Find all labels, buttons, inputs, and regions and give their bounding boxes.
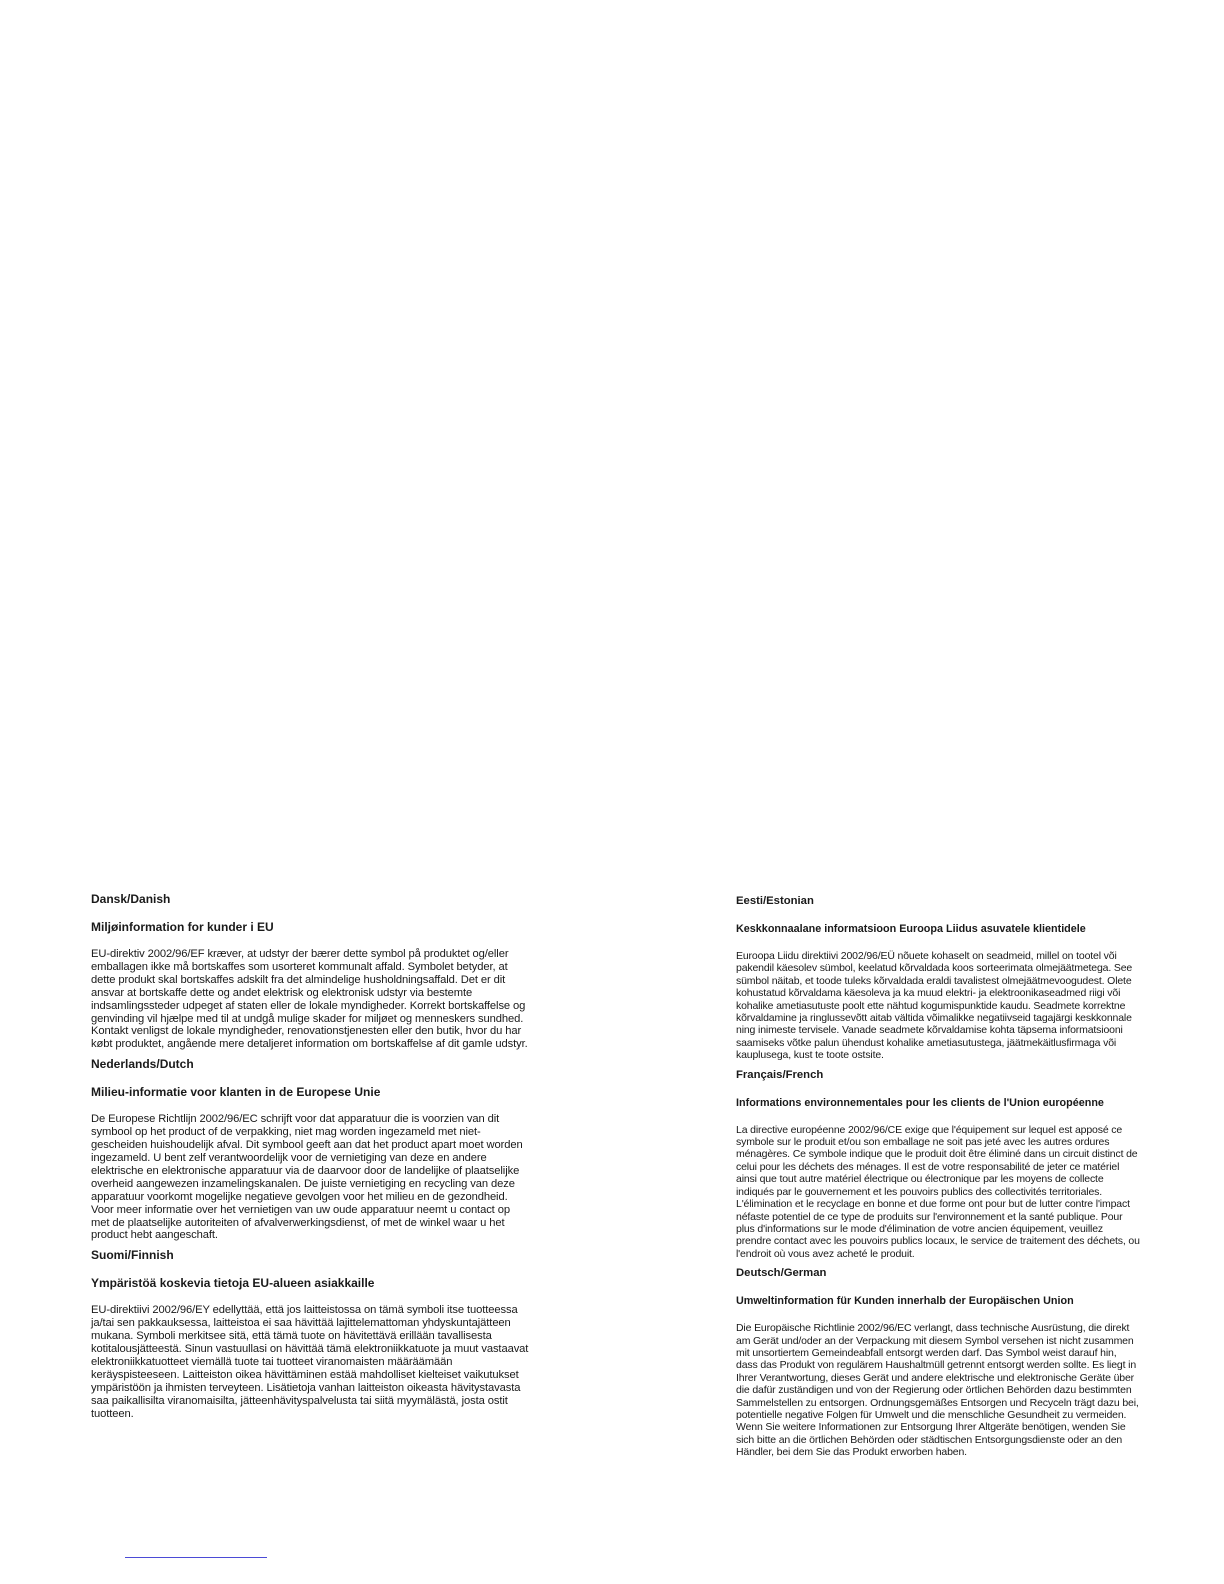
language-heading: Nederlands/Dutch — [91, 1057, 194, 1072]
section-dutch — [91, 1057, 531, 1242]
section-german — [736, 1266, 1140, 1458]
section-text: Die Europäische Richtlinie 2002/96/EC verlangt, dass technische Ausrüstung, die direkt am Gerät und/oder an der Verpackung mit diesem Symbol versehen ist nicht zusammen mit unsortiertem Gemeindeabfall entsorgt werden darf. Das Symbol weist darauf hin, dass das Produkt von regulärem Haushaltmüll getrennt entsorgt werden sollte. Es liegt in Ihrer Verantwortung, dieses Gerät und andere elektrische und elektronische Geräte über die dafür zuständigen und von der Regierung oder örtlichen Behörden dazu bestimmten Sammelstellen zu entsorgen. Ordnungsgemäßes Entsorgen und Recyceln trägt dazu bei, potentielle negative Folgen für Umwelt und die menschliche Gesundheit zu vermeiden. Wenn Sie weitere Informationen zur Entsorgung Ihrer Altgeräte benötigen, wenden Sie sich bitte an die örtlichen Behörden oder städtischen Entsorgungsdienste oder an den Händler, bei dem Sie das Produkt erworben haben. — [736, 1322, 1139, 1459]
language-heading: Eesti/Estonian — [736, 895, 814, 907]
section-danish — [91, 892, 531, 1051]
right-column — [736, 894, 1140, 1465]
section-title: Informations environnementales pour les clients de l'Union européenne — [736, 1096, 1104, 1109]
section-text: EU-direktiv 2002/96/EF kræver, at udstyr der bærer dette symbol på produktet og/eller emballagen ikke må bortskaffes som usorteret kommunalt affald. Symbolet betyder, at dette produkt skal bortskaffes adskilt fra det almindelige husholdningsaffald. Det er dit ansvar at bortskaffe dette og andet elektrisk og elektronisk udstyr via bestemte indsamlingssteder udpeget af staten eller de lokale myndigheder. Korrekt bortskaffelse og genvinding vil hjælpe med til at undgå mulige skader for miljøet og menneskers sundhed. Kontakt venligst de lokale myndigheder, renovationstjenesten eller den butik, hvor du har købt produktet, angående mere detaljeret information om bortskaffelse af dit gamle udstyr. — [91, 948, 528, 1051]
section-text: Euroopa Liidu direktiivi 2002/96/EÜ nõuete kohaselt on seadmeid, millel on tootel või pakendil käesolev sümbol, keelatud kõrvaldada koos sorteerimata olmejäätmetega. See sümbol näitab, et toode tuleks kõrvaldada eraldi tavalistest olmejäätmevoogudest. Olete kohustatud kõrvaldama käesoleva ja ka muud elektri- ja elektroonikaseadmed riigi või kohalike ametiasutuste poolt ette nähtud kogumispunktide kaudu. Seadmete korrektne kõrvaldamine ja ringlussevõtt aitab vältida võimalikke negatiivseid tagajärgi keskkonnale ning inimeste tervisele. Vanade seadmete kõrvaldamise kohta täpsema informatsiooni saamiseks võtke palun ühendust kohalike ametiasutustega, jäätmekäitlusfirmaga või kauplusega, kust te toote ostsite. — [736, 950, 1133, 1062]
section-estonian — [736, 894, 1140, 1062]
section-title: Miljøinformation for kunder i EU — [91, 920, 274, 934]
language-heading: Dansk/Danish — [91, 892, 171, 906]
section-text: De Europese Richtlijn 2002/96/EC schrijft voor dat apparatuur die is voorzien van dit symbool op het product of de verpakking, niet mag worden ingezameld met niet-gescheiden huishoudelijk afval. Dit symbool geeft aan dat het product apart moet worden ingezameld. U bent zelf verantwoordelijk voor de vernietiging van deze en andere elektrische en elektronische apparatuur via de daarvoor door de landelijke of plaatselijke overheid aangewezen inzamelingskanalen. De juiste vernietiging en recycling van deze apparatuur voorkomt mogelijke negatieve gevolgen voor het milieu en de gezondheid. Voor meer informatie over het vernietigen van uw oude apparatuur neemt u contact op met de plaatselijke autoriteiten of afvalverwerkingsdienst, of met de winkel waar u het product hebt aangeschaft. — [91, 1113, 523, 1242]
section-french — [736, 1068, 1140, 1260]
section-finnish — [91, 1248, 531, 1420]
language-heading: Suomi/Finnish — [91, 1248, 174, 1263]
left-column — [91, 892, 531, 1426]
language-heading: Français/French — [736, 1068, 824, 1081]
footnote-rule — [125, 1557, 267, 1558]
section-title: Umweltinformation für Kunden innerhalb der Europäischen Union — [736, 1295, 1074, 1308]
language-heading: Deutsch/German — [736, 1267, 827, 1280]
section-title: Ympäristöä koskevia tietoja EU-alueen asiakkaille — [91, 1276, 375, 1291]
section-title: Keskkonnaalane informatsioon Euroopa Liidus asuvatele klientidele — [736, 923, 1086, 935]
section-text: La directive européenne 2002/96/CE exige que l'équipement sur lequel est apposé ce symbole sur le produit et/ou son emballage ne soit pas jeté avec les autres ordures ménagères. Ce symbole indique que le produit doit être éliminé dans un circuit distinct de celui pour les déchets des ménages. Il est de votre responsabilité de jeter ce matériel ainsi que tout autre matériel électrique ou électronique par les moyens de collecte indiqués par le gouvernement et les pouvoirs publics des collectivités territoriales. L'élimination et le recyclage en bonne et due forme ont pour but de lutter contre l'impact néfaste potentiel de ce type de produits sur l'environnement et la santé publique. Pour plus d'informations sur le mode d'élimination de votre ancien équipement, veuillez prendre contact avec les pouvoirs publics locaux, le service de traitement des déchets, ou l'endroit où vous avez acheté le produit. — [736, 1123, 1140, 1260]
section-title: Milieu-informatie voor klanten in de Europese Unie — [91, 1085, 381, 1100]
section-text: EU-direktiivi 2002/96/EY edellyttää, että jos laitteistossa on tämä symboli itse tuotteessa ja/tai sen pakkauksessa, laitteistoa ei saa hävittää lajittelemattoman yhdyskuntajätteen mukana. Symboli merkitsee sitä, että tämä tuote on hävitettävä erillään tavallisesta kotitalousjätteestä. Sinun vastuullasi on hävittää tämä elektroniikkatuote ja muut vastaavat elektroniikkatuotteet viemällä tuote tai tuotteet viranomaisten määräämään keräyspisteeseen. Laitteiston oikea hävittäminen estää mahdolliset kielteiset vaikutukset ympäristöön ja ihmisten terveyteen. Lisätietoja vanhan laitteiston oikeasta hävitystavasta saa paikallisilta viranomaisilta, jätteenhävityspalvelusta tai siitä myymälästä, josta ostit tuotteen. — [91, 1304, 529, 1420]
